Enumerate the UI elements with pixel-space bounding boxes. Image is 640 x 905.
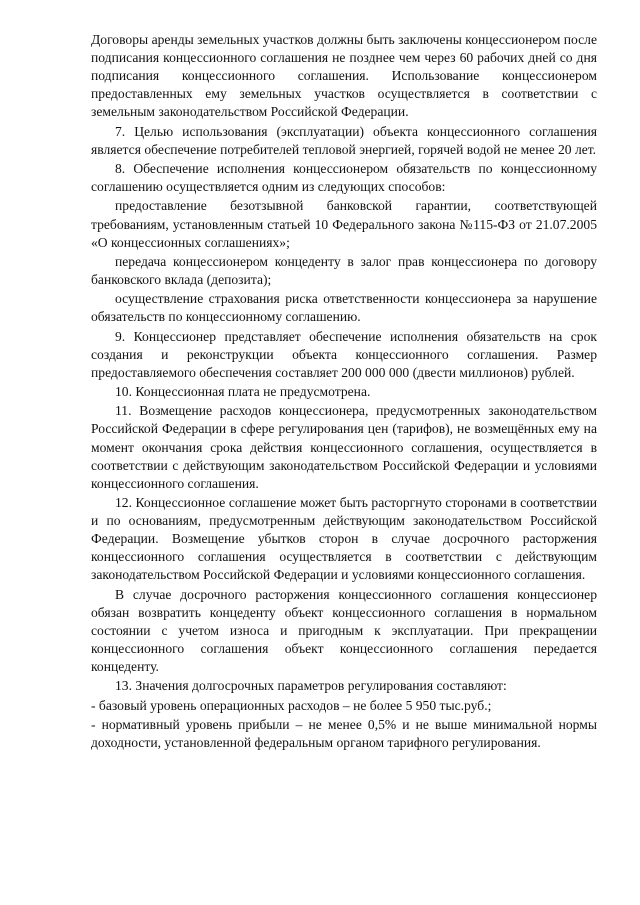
paragraph-item-8: 8. Обеспечение исполнения концессионером обязательств по концессионному соглашению осуществляется одним из следующих способов: bbox=[91, 161, 597, 195]
paragraph-deposit-pledge: передача концессионером концеденту в залог прав концессионера по договору банковского вклада (депозита); bbox=[91, 253, 597, 287]
paragraph-item-13: 13. Значения долгосрочных параметров регулирования составляют: bbox=[115, 678, 507, 694]
paragraph-bank-guarantee: предоставление безотзывной банковской гарантии, соответствующей требованиям, установленным статьей 10 Федерального закона №115-ФЗ от 21.07.2005 «О концессионных соглашениях»; bbox=[91, 198, 597, 250]
paragraph-item-11: 11. Возмещение расходов концессионера, предусмотренных законодательством Российской Федерации в сфере регулирования цен (тарифов), не возмещённых ему на момент окончания срока действия концессионного соглашения, осуществляется в соответствии с действующим законодательством Российской Федерации и условиями концессионного соглашения. bbox=[91, 403, 597, 491]
paragraph-item-7: 7. Целью использования (эксплуатации) объекта концессионного соглашения является обеспечение потребителей тепловой энергией, горячей водой не менее 20 лет. bbox=[91, 123, 597, 157]
paragraph-item-12: 12. Концессионное соглашение может быть расторгнуто сторонами в соответствии и по основаниям, предусмотренным действующим законодательством Российской Федерации. Возмещение убытков сторон в случае досрочного расторжения концессионного соглашения осуществляется в соответствии с действующим законодательством Российской Федерации и условиями концессионного соглашения. bbox=[91, 495, 597, 583]
paragraph-item-10: 10. Концессионная плата не предусмотрена. bbox=[115, 384, 371, 400]
paragraph-early-termination: В случае досрочного расторжения концессионного соглашения концессионер обязан возвратить концеденту объект концессионного соглашения в нормальном состоянии с учетом износа и пригодным к эксплуатации. При прекращении концессионного соглашения объект концессионного соглашения передается концеденту. bbox=[91, 586, 597, 675]
paragraph-insurance: осуществление страхования риска ответственности концессионера за нарушение обязательств по концессионному соглашению. bbox=[91, 291, 597, 325]
paragraph-profit-level: - нормативный уровень прибыли – не менее 0,5% и не выше минимальной нормы доходности, установленной федеральным органом тарифного регулирования. bbox=[91, 716, 597, 750]
paragraph-base-opex: - базовый уровень операционных расходов – не более 5 950 тыс.руб.; bbox=[91, 697, 492, 713]
document-page bbox=[91, 31, 597, 753]
paragraph-land-lease: Договоры аренды земельных участков должны быть заключены концессионером после подписания концессионного соглашения не позднее чем через 60 рабочих дней со дня подписания концессионного соглашения. Использование концессионером предоставленных ему земельных участков осуществляется в соответствии с земельным законодательством Российской Федерации. bbox=[91, 32, 597, 120]
paragraph-item-9: 9. Концессионер представляет обеспечение исполнения обязательств на срок создания и реконструкции объекта концессионного соглашения. Размер предоставляемого обеспечения составляет 200 000 000 (двести миллионов) рублей. bbox=[91, 328, 597, 380]
